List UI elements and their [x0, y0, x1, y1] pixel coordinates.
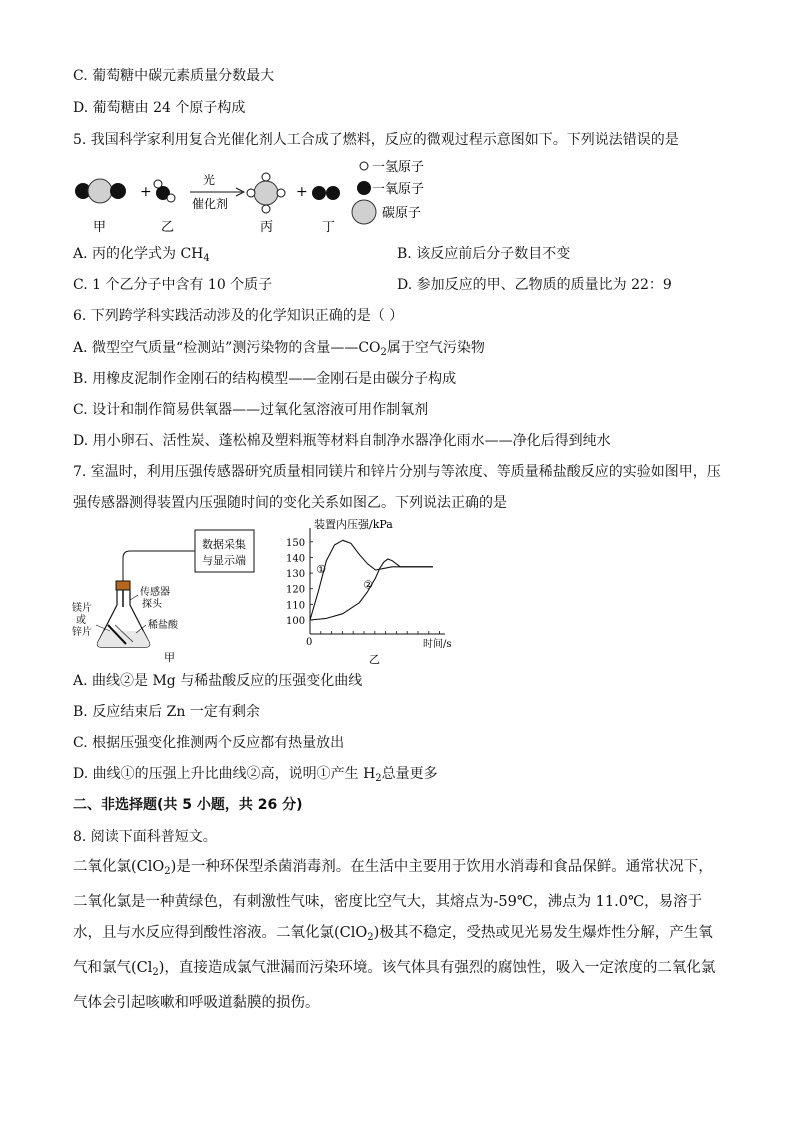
legend-carbon: 碳原子 [382, 206, 422, 221]
q8-passage: 二氧化氯(ClO$_2$)是一种环保型杀菌消毒剂。在生活中主要用于饮用水消毒和食品保鲜。通常状况下，二氧化氯是一种黄绿色，有刺激性气味，密度比空气大，其熔点为-59℃，沸点为 11.0℃，易溶于水，且与水反应得到酸性溶液。二氧化氯(ClO$_2$)极其不稳定，受热或见光易发生爆炸性分解，产生氧气和氯气$(Cl_2)$，直接造成氯气泄漏而污染环境。该气体具有强烈的腐蚀性，吸入一定浓度的二氧化氯气体会引起咳嗽和呼吸道黏膜的损伤。 [73, 859, 716, 1011]
q5-option-c: C. 1 个乙分子中含有 10 个质子 [73, 277, 273, 293]
molecule-ding [312, 186, 340, 200]
q7-stem-line1: 7. 室温时，利用压强传感器研究质量相同镁片和锌片分别与等浓度、等质量稀盐酸反应的实验如图甲，压 [73, 464, 721, 480]
display-box-label-1: 数据采集 [202, 538, 246, 551]
q7-option-d: D. 曲线①的压强上升比曲线②高，说明①产生 $H_2$总量更多 [73, 766, 438, 784]
chart-xlabel: 时间/s [423, 639, 452, 650]
chart-series-2-label: ② [363, 578, 374, 592]
q7-pressure-chart [280, 516, 460, 666]
apparatus-caption: 甲 [164, 651, 175, 664]
label-jia: 甲 [93, 220, 107, 235]
q7-stem-line2: 强传感器测得装置内压强随时间的变化关系如图乙。下列说法正确的是 [73, 495, 507, 511]
q5-reaction-diagram [70, 155, 450, 235]
sensor-label-2: 探头 [142, 599, 162, 610]
q4-option-c: C. 葡萄糖中碳元素质量分数最大 [73, 68, 275, 84]
chart-origin-label: 0 [306, 637, 313, 648]
chart-y-tick-label: 100 [286, 616, 306, 627]
molecule-yi [154, 180, 175, 202]
q6-option-c: C. 设计和制作简易供氧器——过氧化氢溶液可用作制氧剂 [73, 402, 429, 418]
chart-ylabel: 装置内压强/kPa [314, 518, 393, 531]
label-bing: 丙 [260, 220, 274, 235]
q7-option-c: C. 根据压强变化推测两个反应都有热量放出 [73, 735, 345, 751]
metal-label-1: 镁片 [72, 603, 92, 614]
legend-hydrogen: 一氢原子 [372, 160, 425, 175]
q6-option-a: A. 微型空气质量“检测站”测污染物的含量$——CO_2$属于空气污染物 [73, 340, 485, 358]
q7-option-a: A. 曲线②是 Mg 与稀盐酸反应的压强变化曲线 [73, 673, 363, 689]
plus-sign: + [140, 184, 152, 200]
q7-apparatus-diagram [70, 525, 280, 665]
q6-option-d: D. 用小卵石、活性炭、蓬松棉及塑料瓶等材料自制净水器净化雨水——净化后得到纯水 [73, 433, 611, 449]
q5-option-b: B. 该反应前后分子数目不变 [397, 246, 571, 262]
display-box-label-2: 与显示端 [202, 554, 246, 567]
chart-y-tick-label: 140 [286, 553, 306, 565]
chart-y-tick-label: 120 [286, 584, 306, 596]
sensor-label-1: 传感器 [140, 587, 170, 598]
q5-stem: 5. 我国科学家利用复合光催化剂人工合成了燃料，反应的微观过程示意图如下。下列说法错误的是 [73, 132, 679, 148]
q5-option-d: D. 参加反应的甲、乙物质的质量比为 22：9 [397, 277, 672, 293]
plus-sign: + [296, 184, 308, 200]
chart-caption: 乙 [369, 653, 380, 666]
arrow-bottom-label: 催化剂 [192, 197, 229, 211]
chart-y-tick-label: 130 [286, 569, 306, 581]
q5-option-a: A. 丙的化学式为 $CH_4$ [73, 246, 210, 264]
acid-label: 稀盐酸 [148, 620, 178, 631]
atom-legend [352, 160, 424, 224]
chart-series-1-label: ① [316, 563, 327, 577]
sensor-cable [123, 551, 195, 583]
q7-option-b: B. 反应结束后 Zn 一定有剩余 [73, 704, 260, 720]
q4-option-d: D. 葡萄糖由 24 个原子构成 [73, 100, 246, 116]
label-yi: 乙 [161, 220, 175, 235]
molecule-bing [247, 173, 285, 213]
metal-label-2: 或 [76, 615, 86, 626]
chart-y-tick-label: 150 [286, 537, 306, 549]
molecule-jia [75, 179, 126, 203]
section-heading: 二、非选择题(共 5 小题，共 26 分) [73, 797, 303, 813]
chart-y-tick-label: 110 [286, 600, 306, 612]
metal-label-3: 锌片 [72, 627, 92, 638]
q6-stem: 6. 下列跨学科实践活动涉及的化学知识正确的是（ ） [73, 308, 404, 324]
arrow-top-label: 光 [203, 173, 216, 187]
q8-stem: 8. 阅读下面科普短文。 [73, 829, 217, 845]
q6-option-b: B. 用橡皮泥制作金刚石的结构模型——金刚石是由碳分子构成 [73, 371, 457, 387]
label-ding: 丁 [322, 220, 336, 235]
legend-oxygen: 一氧原子 [372, 182, 425, 197]
stopper [116, 581, 130, 590]
